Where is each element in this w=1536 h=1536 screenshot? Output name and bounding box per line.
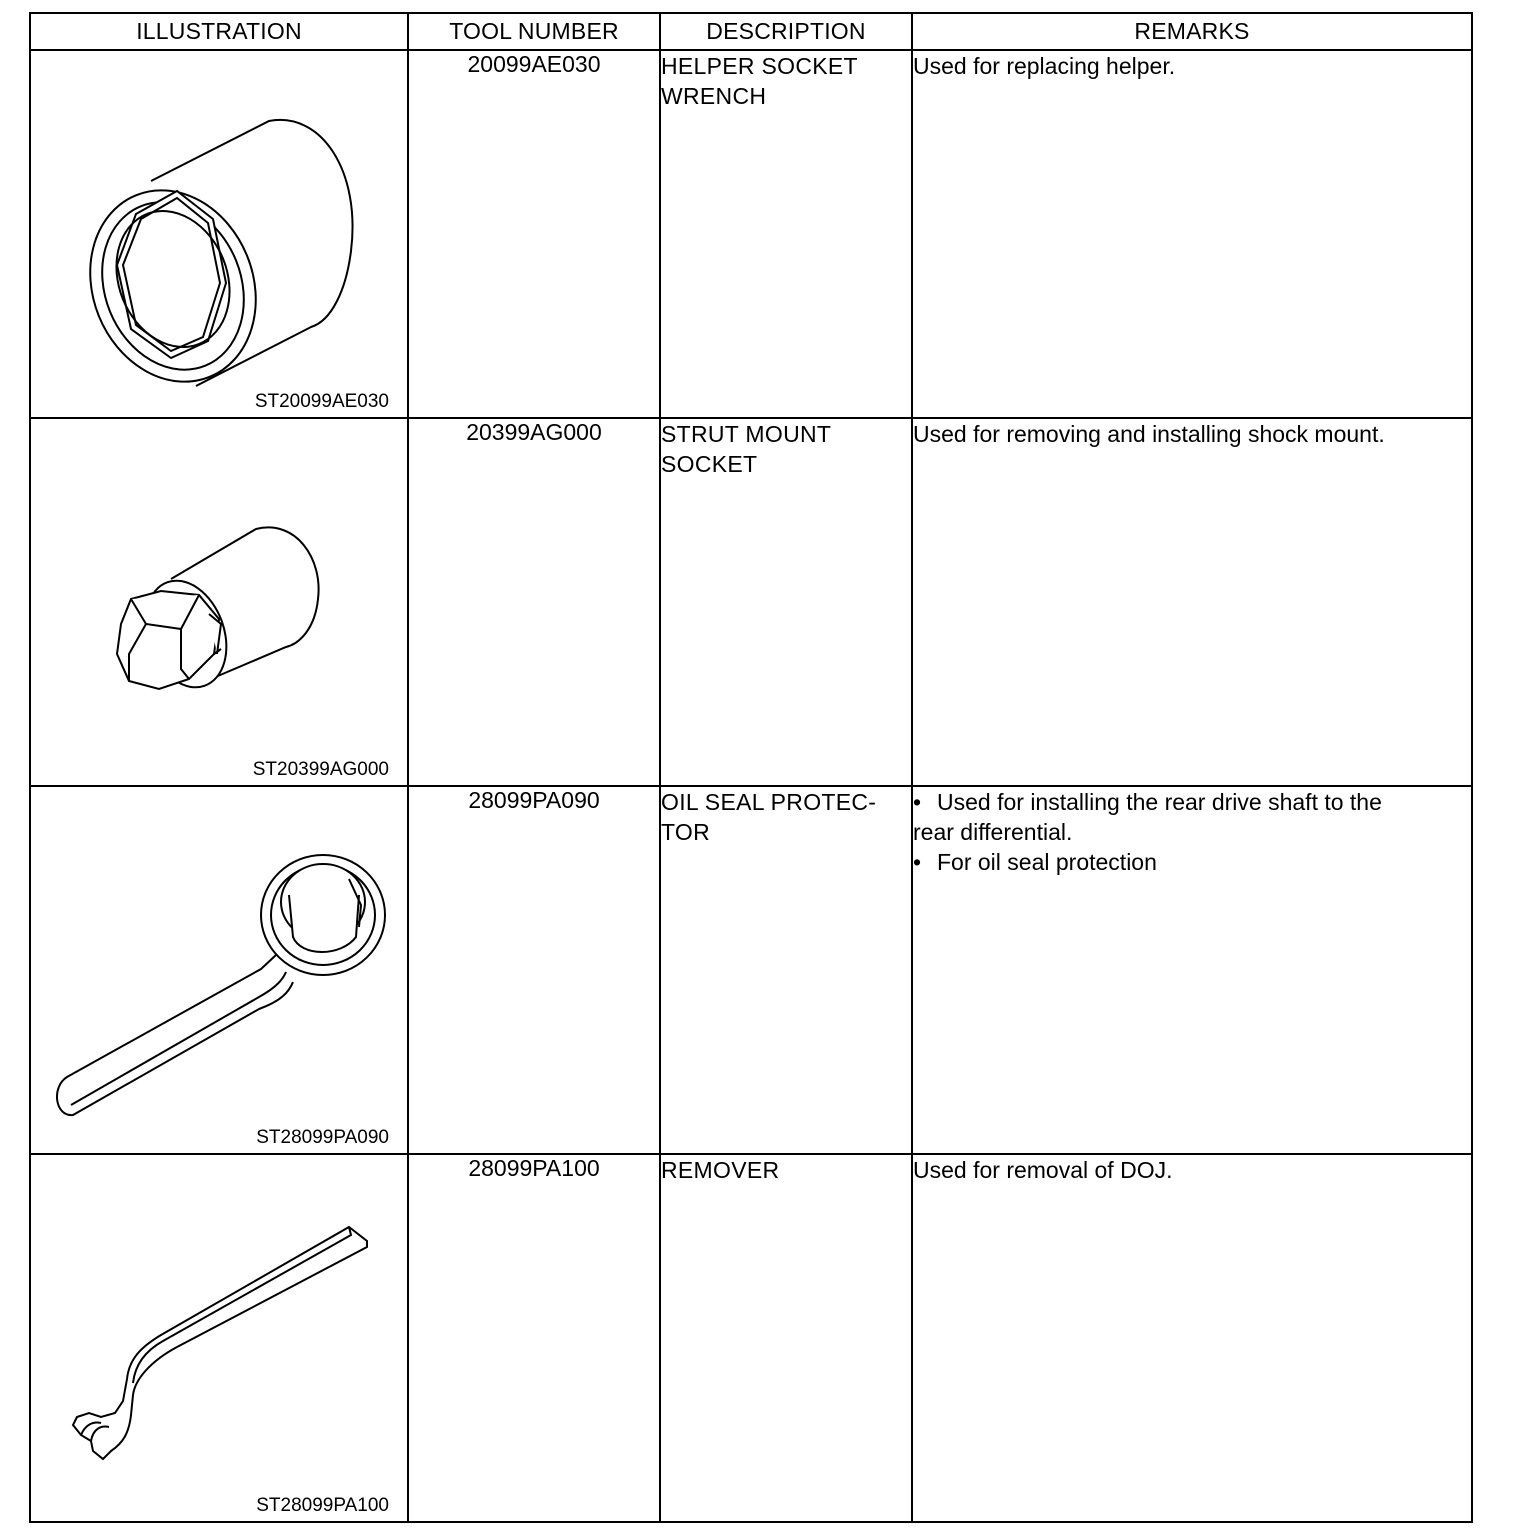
remarks-line: rear differential. — [913, 819, 1073, 845]
illustration-code: ST20099AE030 — [254, 391, 389, 412]
remarks: Used for removing and installing shock mount. — [912, 418, 1472, 786]
header-illustration: ILLUSTRATION — [30, 13, 408, 50]
description-line: TOR — [661, 819, 711, 845]
illustration-code: ST20399AG000 — [252, 759, 389, 780]
description — [660, 786, 912, 1154]
illustration-cell — [30, 1154, 408, 1522]
list-item — [913, 787, 1471, 847]
illustration-code: ST28099PA090 — [256, 1127, 389, 1148]
illustration-code: ST28099PA100 — [256, 1495, 389, 1516]
tool-number: 28099PA100 — [408, 1154, 660, 1522]
header-description: DESCRIPTION — [660, 13, 912, 50]
header-tool-number: TOOL NUMBER — [408, 13, 660, 50]
bullet-icon: • — [913, 849, 922, 875]
description-line: WRENCH — [661, 83, 767, 109]
description-line: HELPER SOCKET — [661, 53, 858, 79]
table-row — [30, 1154, 1472, 1522]
oil-seal-protector-illustration — [31, 787, 407, 1153]
description-line: STRUT MOUNT — [661, 421, 832, 447]
remarks-line: For oil seal protection — [937, 849, 1157, 875]
list-item — [913, 847, 1471, 877]
remarks-line: Used for installing the rear drive shaft to the — [937, 789, 1382, 815]
illustration-cell — [30, 50, 408, 418]
remarks-list — [913, 787, 1471, 877]
helper-socket-wrench-illustration — [31, 51, 407, 417]
remarks: Used for removal of DOJ. — [912, 1154, 1472, 1522]
remarks: Used for replacing helper. — [912, 50, 1472, 418]
description — [660, 418, 912, 786]
description — [660, 1154, 912, 1522]
description-line: OIL SEAL PROTEC- — [661, 789, 877, 815]
description-line: REMOVER — [661, 1157, 780, 1183]
illustration-cell — [30, 418, 408, 786]
tool-number: 20399AG000 — [408, 418, 660, 786]
tool-number: 20099AE030 — [408, 50, 660, 418]
table-row — [30, 418, 1472, 786]
bullet-icon: • — [913, 789, 922, 815]
illustration-cell — [30, 786, 408, 1154]
description-line: SOCKET — [661, 451, 758, 477]
header-row — [30, 13, 1472, 50]
remover-illustration — [31, 1155, 407, 1521]
table-row — [30, 50, 1472, 418]
table-row — [30, 786, 1472, 1154]
description — [660, 50, 912, 418]
header-remarks: REMARKS — [912, 13, 1472, 50]
remarks — [912, 786, 1472, 1154]
tool-number: 28099PA090 — [408, 786, 660, 1154]
special-tools-table — [29, 12, 1473, 1523]
strut-mount-socket-illustration — [31, 419, 407, 785]
